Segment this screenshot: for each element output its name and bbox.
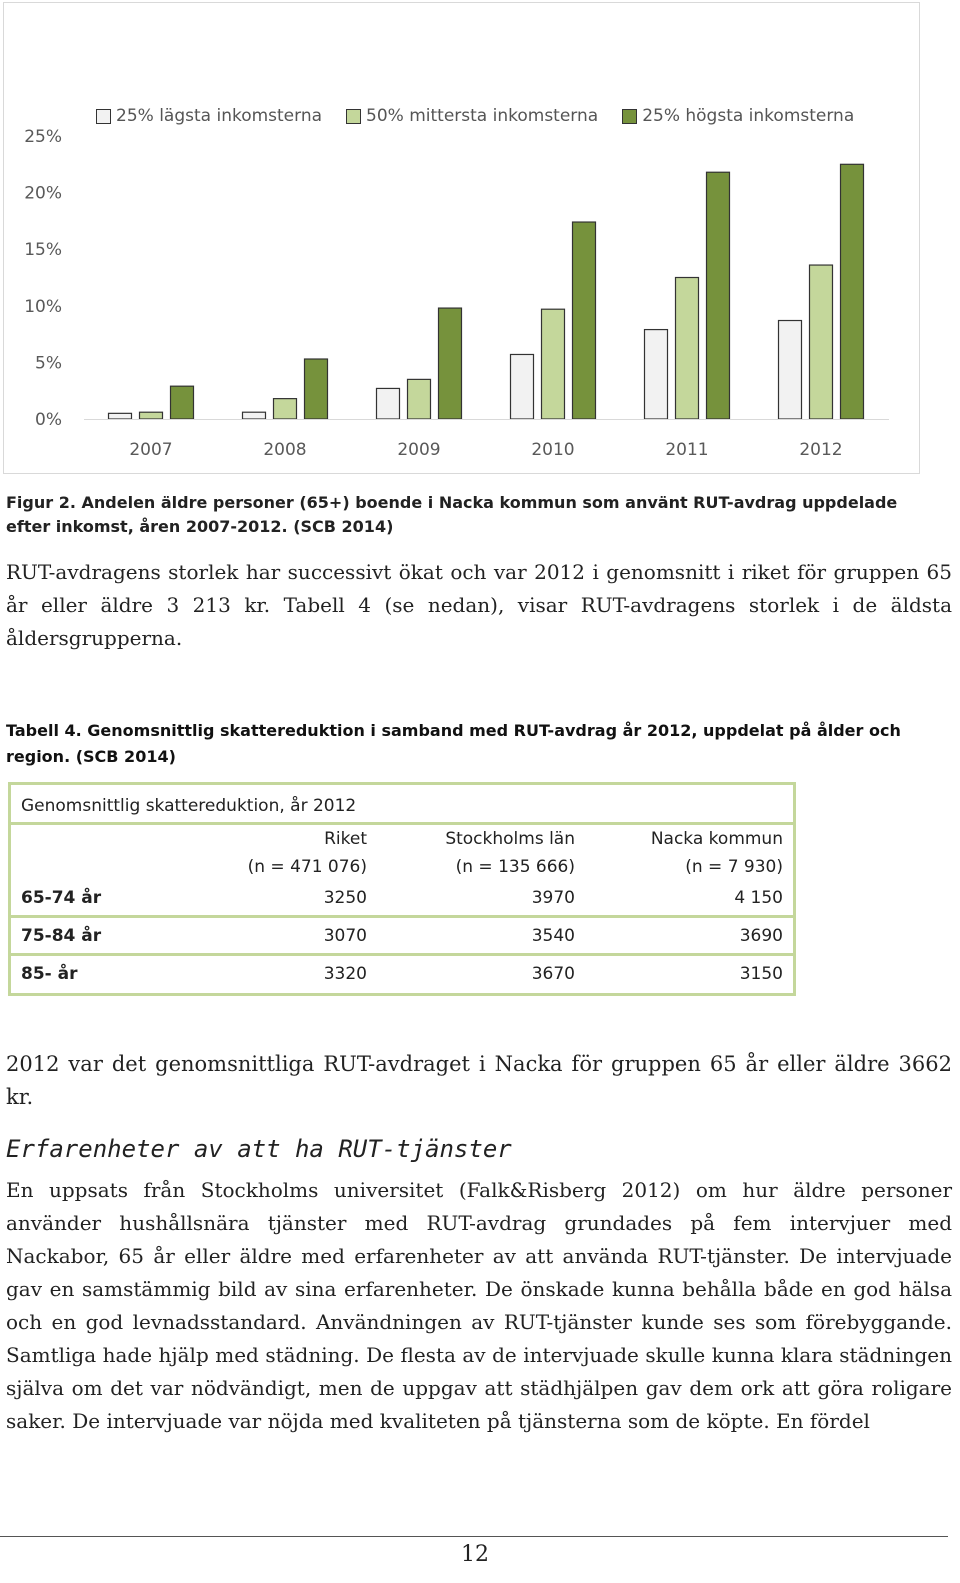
y-tick-label: 15% [24,240,62,261]
cell-value: 3150 [739,964,783,984]
y-tick-label: 25% [24,127,62,147]
bar [542,309,565,419]
cell-value: 3070 [323,926,367,946]
cell-value: 4 150 [734,888,783,908]
table-row [11,959,793,989]
legend-swatch-high [622,109,637,124]
row-label: 65-74 år [21,888,102,908]
legend-item-mid [346,106,598,126]
legend-item-high [622,106,854,126]
table-row [11,921,793,951]
legend-label-high: 25% högsta inkomsterna [642,106,855,126]
col-n-nacka: (n = 7 930) [685,857,783,877]
table-row [11,883,793,913]
bar [841,164,864,419]
legend-swatch-low [96,109,111,124]
row-label: 75-84 år [21,926,102,946]
figure-caption: Figur 2. Andelen äldre personer (65+) boende i Nacka kommun som använt RUT-avdrag uppdelade efter inkomst, åren 2007-2012. (SCB 2014) [6,493,898,536]
bar [408,379,431,419]
cell-value: 3250 [323,888,367,908]
cell-value: 3670 [531,964,575,984]
table-divider [11,915,793,918]
paragraph-experiences: En uppsats från Stockholms universitet (Falk&Risberg 2012) om hur äldre personer använder hushållsnära tjänster med RUT-avdrag grundades på fem intervjuer med Nackabor, 65 år eller äldre med erfarenheter av att använda RUT-tjänster. De intervjuade gav en samstämmig bild av sina erfarenheter. De önskade kunna behålla både en god hälsa och en god levnadsstandard. Användningen av RUT-tjänster kunde ses som förebyggande. Samtliga hade hjälp med städning. De flesta av de intervjuade skulle kunna klara städningen själva om det var nödvändigt, men de uppgav att städhjälpen gav dem ork att göra roligare saker. De intervjuade var nöjda med kvaliteten på tjänsterna som de köpte. En fördel [6,1178,952,1433]
x-tick-label: 2010 [531,440,575,460]
table-divider [11,953,793,956]
col-n-riket: (n = 471 076) [247,857,367,877]
col-n-stockholm: (n = 135 666) [455,857,575,877]
bar [377,388,400,419]
table-title: Genomsnittlig skattereduktion, år 2012 [21,796,357,816]
col-header-nacka: Nacka kommun [650,829,783,849]
bar [140,412,163,419]
col-header-stockholm: Stockholms län [445,829,575,849]
cell-value: 3540 [531,926,575,946]
bar [573,222,596,419]
paragraph-nacka-average: 2012 var det genomsnittliga RUT-avdraget i Nacka för gruppen 65 år eller äldre 3662 kr. [6,1052,952,1109]
chart-canvas [4,3,919,473]
bar [511,354,534,419]
cell-value: 3690 [739,926,783,946]
bar [676,278,699,420]
x-tick-label: 2011 [665,440,709,460]
legend-label-low: 25% lägsta inkomsterna [116,106,323,126]
bar [274,399,297,419]
bar [779,321,802,419]
legend-swatch-mid [346,109,361,124]
chart-legend [96,106,854,126]
legend-label-mid: 50% mittersta inkomsterna [366,106,599,126]
bar [305,359,328,419]
table-caption: Tabell 4. Genomsnittlig skattereduktion i samband med RUT-avdrag år 2012, uppdelat på ålder och region. (SCB 2014) [6,721,901,766]
x-tick-label: 2012 [799,440,843,460]
bar [439,308,462,419]
bar [645,330,668,419]
x-tick-label: 2008 [263,440,307,460]
paragraph-rut-size: RUT-avdragens storlek har successivt ökat och var 2012 i genomsnitt i riket för gruppen 65 år eller äldre 3 213 kr. Tabell 4 (se nedan), visar RUT-avdragens storlek i de äldsta åldersgrupperna. [6,560,952,650]
bar [171,386,194,419]
page-number: 12 [461,1542,489,1567]
bar-chart [3,2,920,474]
bar [707,172,730,419]
y-tick-label: 0% [35,410,62,430]
bar [243,412,266,419]
tax-reduction-table [8,782,796,996]
cell-value: 3320 [323,964,367,984]
section-heading: Erfarenheter av att ha RUT-tjänster [6,1135,512,1163]
y-tick-label: 5% [35,353,62,374]
x-tick-label: 2007 [129,440,173,460]
row-label: 85- år [21,964,78,984]
footer-divider [0,1536,948,1537]
legend-item-low [96,106,322,126]
y-tick-label: 20% [24,183,62,204]
x-tick-label: 2009 [397,440,441,460]
col-header-riket: Riket [324,829,367,849]
bar [109,413,132,419]
y-tick-label: 10% [24,296,62,317]
bar [810,265,833,419]
cell-value: 3970 [531,888,575,908]
